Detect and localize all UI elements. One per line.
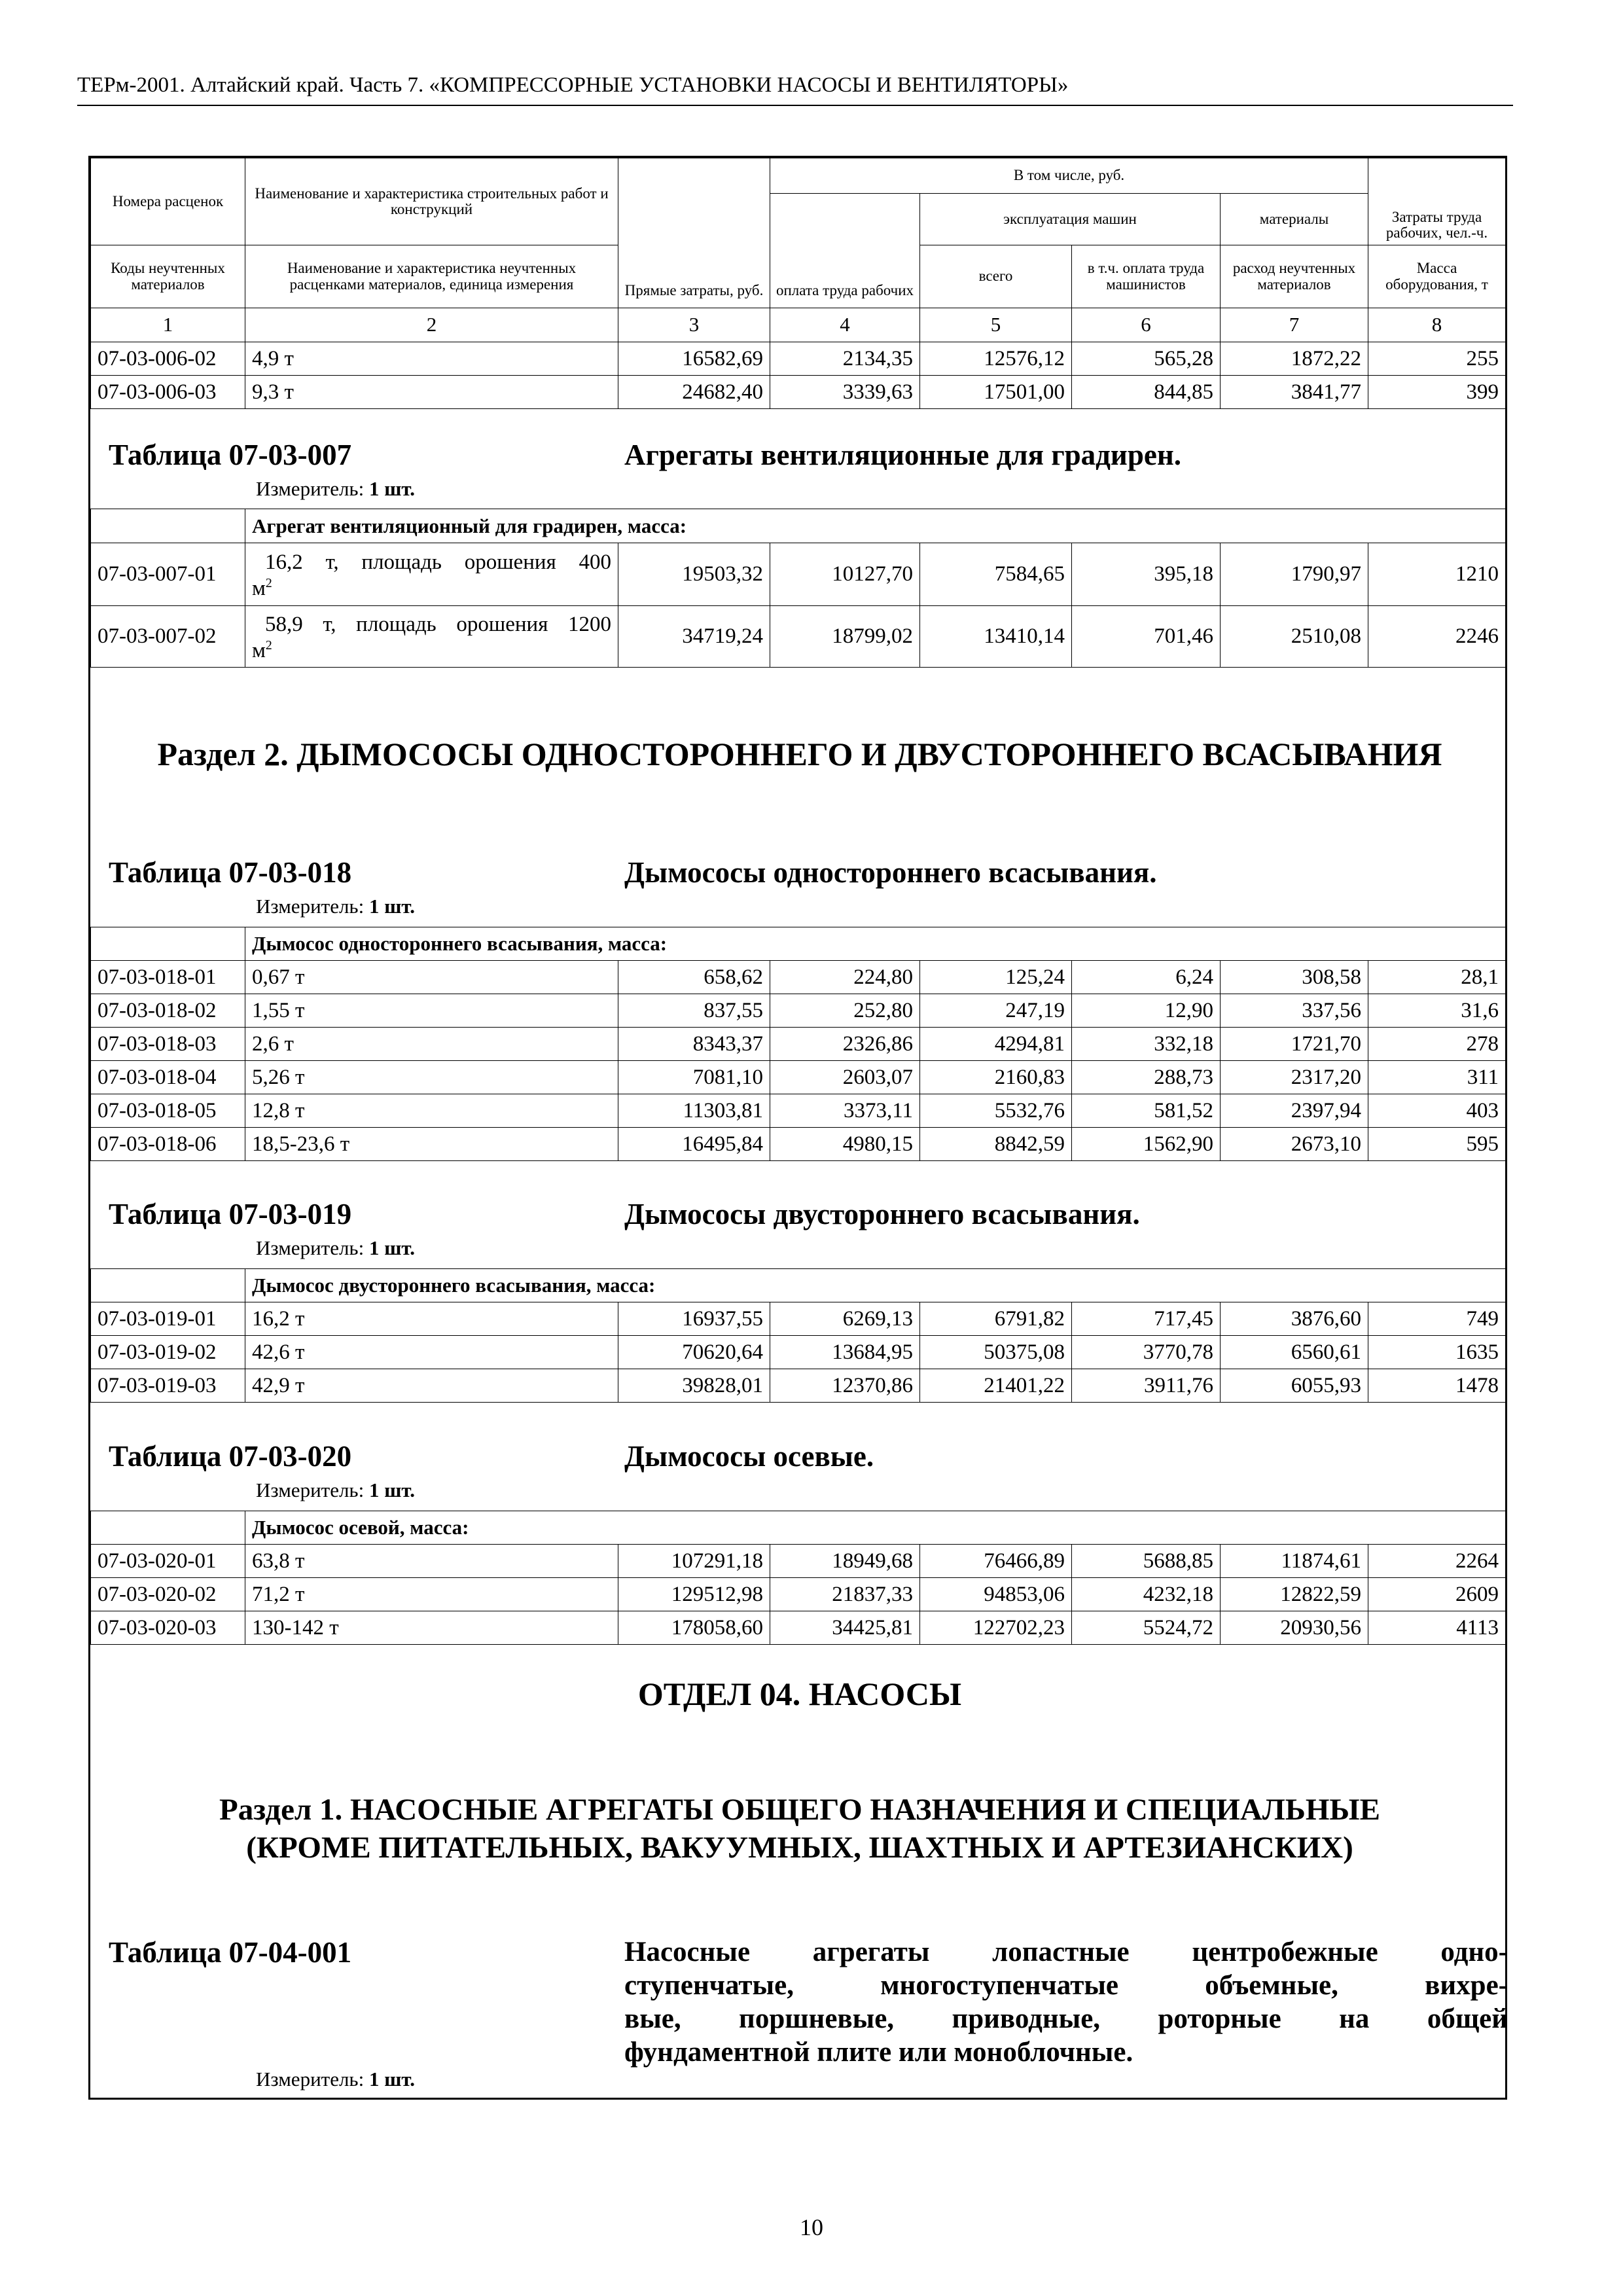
direct-cost: 39828,01 — [618, 1369, 770, 1403]
rate-code: 07-03-007-01 — [91, 543, 245, 606]
column-code-sub-header: Коды неучтенных материалов — [91, 245, 245, 308]
materials-cost: 2317,20 — [1221, 1061, 1368, 1094]
table-row — [91, 994, 1506, 1028]
labor-pay: 21837,33 — [770, 1578, 920, 1611]
rate-code: 07-03-018-02 — [91, 994, 245, 1028]
direct-cost: 837,55 — [618, 994, 770, 1028]
table-label: Таблица 07-03-007 — [109, 439, 352, 471]
direct-cost: 11303,81 — [618, 1094, 770, 1128]
machines-total: 94853,06 — [920, 1578, 1072, 1611]
materials-cost: 20930,56 — [1221, 1611, 1368, 1645]
column-index: 4 — [770, 308, 920, 342]
rates-table-020 — [90, 1511, 1506, 1645]
table-row — [91, 1061, 1506, 1094]
section-heading: Раздел 2. ДЫМОСОСЫ ОДНОСТОРОННЕГО И ДВУСТОРОННЕГО ВСАСЫВАНИЯ — [157, 736, 1442, 772]
labor-hours: 31,6 — [1368, 994, 1506, 1028]
labor-hours: 2246 — [1368, 606, 1506, 668]
group-code-empty — [91, 927, 245, 961]
department-heading: ОТДЕЛ 04. НАСОСЫ — [637, 1676, 962, 1712]
materials-cost: 308,58 — [1221, 961, 1368, 994]
rate-code: 07-03-018-06 — [91, 1128, 245, 1161]
rate-name: 42,6 т — [245, 1336, 618, 1369]
running-header: ТЕРм-2001. Алтайский край. Часть 7. «КОМПРЕССОРНЫЕ УСТАНОВКИ НАСОСЫ И ВЕНТИЛЯТОРЫ» — [77, 73, 1069, 97]
labor-pay: 2326,86 — [770, 1028, 920, 1061]
materials-cost: 11874,61 — [1221, 1545, 1368, 1578]
labor-hours: 1635 — [1368, 1336, 1506, 1369]
labor-pay: 252,80 — [770, 994, 920, 1028]
materials-cost: 2673,10 — [1221, 1128, 1368, 1161]
labor-pay: 3373,11 — [770, 1094, 920, 1128]
operators-pay: 581,52 — [1072, 1094, 1221, 1128]
materials-cost: 1872,22 — [1221, 342, 1368, 376]
table-row — [91, 1128, 1506, 1161]
operators-pay: 5688,85 — [1072, 1545, 1221, 1578]
table-label: Таблица 07-03-018 — [109, 856, 352, 889]
labor-pay: 4980,15 — [770, 1128, 920, 1161]
machines-total: 17501,00 — [920, 376, 1072, 409]
operators-pay: 288,73 — [1072, 1061, 1221, 1094]
table-row — [91, 1369, 1506, 1403]
column-operators-pay-header: в т.ч. оплата труда машинистов — [1072, 245, 1221, 308]
measure-unit: Измеритель: 1 шт. — [256, 2068, 416, 2090]
rate-name: 130-142 т — [245, 1611, 618, 1645]
group-heading: Дымосос одностороннего всасывания, масса: — [245, 927, 1506, 961]
column-index: 8 — [1368, 308, 1506, 342]
operators-pay: 395,18 — [1072, 543, 1221, 606]
group-heading: Агрегат вентиляционный для градирен, масса: — [245, 509, 1506, 543]
rates-table-006 — [90, 342, 1506, 409]
labor-hours: 255 — [1368, 342, 1506, 376]
machines-total: 76466,89 — [920, 1545, 1072, 1578]
column-direct-header: Прямые затраты, руб. — [618, 158, 770, 308]
table-label: Таблица 07-04-001 — [109, 1936, 352, 1969]
rate-name: 58,9 т, площадь орошения 1200 $м^2$ — [245, 606, 618, 668]
rate-name: 16,2 т, площадь орошения 400 $м^2$ — [245, 543, 618, 606]
table-row — [91, 376, 1506, 409]
rates-table-007 — [90, 509, 1506, 668]
column-machines-header: эксплуатация машин — [920, 194, 1221, 245]
operators-pay: 565,28 — [1072, 342, 1221, 376]
machines-total: 7584,65 — [920, 543, 1072, 606]
measure-unit: Измеритель: 1 шт. — [256, 477, 416, 500]
column-index: 1 — [91, 308, 245, 342]
machines-total: 125,24 — [920, 961, 1072, 994]
machines-total: 8842,59 — [920, 1128, 1072, 1161]
direct-cost: 16495,84 — [618, 1128, 770, 1161]
table-title: Дымососы одностороннего всасывания. — [624, 856, 1157, 889]
labor-pay: 6269,13 — [770, 1302, 920, 1336]
direct-cost: 24682,40 — [618, 376, 770, 409]
direct-cost: 19503,32 — [618, 543, 770, 606]
column-name-sub-header: Наименование и характеристика неучтенных расценками материалов, единица измерения — [245, 245, 618, 308]
table-title: Агрегаты вентиляционные для градирен. — [624, 439, 1182, 471]
operators-pay: 844,85 — [1072, 376, 1221, 409]
direct-cost: 658,62 — [618, 961, 770, 994]
rate-name: 2,6 т — [245, 1028, 618, 1061]
rate-code: 07-03-019-03 — [91, 1369, 245, 1403]
table-row — [91, 1336, 1506, 1369]
operators-pay: 717,45 — [1072, 1302, 1221, 1336]
measure-unit: Измеритель: 1 шт. — [256, 895, 416, 918]
rate-name: 42,9 т — [245, 1369, 618, 1403]
group-heading: Дымосос осевой, масса: — [245, 1511, 1506, 1545]
table-title: Дымососы осевые. — [624, 1440, 874, 1473]
column-materials-header: материалы — [1221, 194, 1368, 245]
materials-cost: 2510,08 — [1221, 606, 1368, 668]
labor-hours: 4113 — [1368, 1611, 1506, 1645]
machines-total: 21401,22 — [920, 1369, 1072, 1403]
operators-pay: 3770,78 — [1072, 1336, 1221, 1369]
table-row — [91, 606, 1506, 668]
direct-cost: 107291,18 — [618, 1545, 770, 1578]
machines-total: 5532,76 — [920, 1094, 1072, 1128]
rate-code: 07-03-020-03 — [91, 1611, 245, 1645]
labor-pay: 224,80 — [770, 961, 920, 994]
direct-cost: 178058,60 — [618, 1611, 770, 1645]
labor-hours: 1210 — [1368, 543, 1506, 606]
table-row — [91, 1028, 1506, 1061]
labor-hours: 399 — [1368, 376, 1506, 409]
direct-cost: 34719,24 — [618, 606, 770, 668]
labor-pay: 12370,86 — [770, 1369, 920, 1403]
machines-total: 12576,12 — [920, 342, 1072, 376]
labor-pay: 3339,63 — [770, 376, 920, 409]
column-machines-total-header: всего — [920, 245, 1072, 308]
table-label: Таблица 07-03-020 — [109, 1440, 352, 1473]
rate-name: 16,2 т — [245, 1302, 618, 1336]
rate-code: 07-03-006-03 — [91, 376, 245, 409]
operators-pay: 332,18 — [1072, 1028, 1221, 1061]
column-index: 7 — [1221, 308, 1368, 342]
operators-pay: 12,90 — [1072, 994, 1221, 1028]
operators-pay: 1562,90 — [1072, 1128, 1221, 1161]
page-number: 10 — [800, 2214, 823, 2240]
labor-hours: 2264 — [1368, 1545, 1506, 1578]
machines-total: 50375,08 — [920, 1336, 1072, 1369]
rate-code: 07-03-006-02 — [91, 342, 245, 376]
column-uncounted-materials-header: расход неучтенных материалов — [1221, 245, 1368, 308]
rate-code: 07-03-018-05 — [91, 1094, 245, 1128]
labor-hours: 278 — [1368, 1028, 1506, 1061]
measure-unit: Измеритель: 1 шт. — [256, 1236, 416, 1259]
column-including-header: В том числе, руб. — [770, 158, 1368, 194]
column-header-table — [90, 158, 1506, 342]
rate-name: 0,67 т — [245, 961, 618, 994]
table-row — [91, 1611, 1506, 1645]
section-heading: Раздел 1. НАСОСНЫЕ АГРЕГАТЫ ОБЩЕГО НАЗНАЧЕНИЯ И СПЕЦИАЛЬНЫЕ (КРОМЕ ПИТАТЕЛЬНЫХ, ВАКУУМНЫХ, ШАХТНЫХ И АРТЕЗИАНСКИХ) — [219, 1793, 1380, 1865]
labor-hours: 2609 — [1368, 1578, 1506, 1611]
labor-pay: 10127,70 — [770, 543, 920, 606]
machines-total: 6791,82 — [920, 1302, 1072, 1336]
column-labor-header: оплата труда рабочих — [770, 194, 920, 308]
rate-name: 71,2 т — [245, 1578, 618, 1611]
rate-name: 1,55 т — [245, 994, 618, 1028]
column-code-header: Номера расценок — [91, 158, 245, 245]
labor-hours: 28,1 — [1368, 961, 1506, 994]
rate-name: 5,26 т — [245, 1061, 618, 1094]
rate-name: 63,8 т — [245, 1545, 618, 1578]
materials-cost: 12822,59 — [1221, 1578, 1368, 1611]
column-index: 6 — [1072, 308, 1221, 342]
operators-pay: 3911,76 — [1072, 1369, 1221, 1403]
rate-name: 12,8 т — [245, 1094, 618, 1128]
labor-hours: 749 — [1368, 1302, 1506, 1336]
rate-code: 07-03-007-02 — [91, 606, 245, 668]
labor-pay: 2603,07 — [770, 1061, 920, 1094]
rate-name: 9,3 т — [245, 376, 618, 409]
materials-cost: 6055,93 — [1221, 1369, 1368, 1403]
measure-unit: Измеритель: 1 шт. — [256, 1479, 416, 1501]
direct-cost: 129512,98 — [618, 1578, 770, 1611]
machines-total: 122702,23 — [920, 1611, 1072, 1645]
group-heading: Дымосос двустороннего всасывания, масса: — [245, 1269, 1506, 1302]
rate-name: 4,9 т — [245, 342, 618, 376]
direct-cost: 70620,64 — [618, 1336, 770, 1369]
machines-total: 247,19 — [920, 994, 1072, 1028]
operators-pay: 5524,72 — [1072, 1611, 1221, 1645]
column-labor-hours-header: Затраты труда рабочих, чел.-ч. — [1368, 158, 1506, 245]
table-row — [91, 1545, 1506, 1578]
rate-code: 07-03-020-02 — [91, 1578, 245, 1611]
table-row — [91, 342, 1506, 376]
rate-code: 07-03-020-01 — [91, 1545, 245, 1578]
materials-cost: 337,56 — [1221, 994, 1368, 1028]
materials-cost: 6560,61 — [1221, 1336, 1368, 1369]
header-rule — [77, 105, 1513, 106]
table-title: Дымососы двустороннего всасывания. — [624, 1198, 1140, 1230]
direct-cost: 8343,37 — [618, 1028, 770, 1061]
operators-pay: 701,46 — [1072, 606, 1221, 668]
rate-code: 07-03-018-04 — [91, 1061, 245, 1094]
machines-total: 4294,81 — [920, 1028, 1072, 1061]
table-title: Насосные агрегаты лопастные центробежные одно- ступенчатые, многоступенчатые объемные, вихре- вые, поршневые, приводные, роторные на общей фундаментной плите или моноблочные. — [624, 1937, 1508, 2068]
labor-pay: 13684,95 — [770, 1336, 920, 1369]
labor-hours: 403 — [1368, 1094, 1506, 1128]
rates-table-019 — [90, 1268, 1506, 1403]
rates-table-018 — [90, 927, 1506, 1161]
column-index: 3 — [618, 308, 770, 342]
direct-cost: 16937,55 — [618, 1302, 770, 1336]
rate-code: 07-03-019-01 — [91, 1302, 245, 1336]
column-name-header: Наименование и характеристика строительных работ и конструкций — [245, 158, 618, 245]
group-code-empty — [91, 1269, 245, 1302]
labor-pay: 18799,02 — [770, 606, 920, 668]
materials-cost: 2397,94 — [1221, 1094, 1368, 1128]
group-code-empty — [91, 509, 245, 543]
labor-hours: 1478 — [1368, 1369, 1506, 1403]
group-code-empty — [91, 1511, 245, 1545]
labor-pay: 2134,35 — [770, 342, 920, 376]
operators-pay: 4232,18 — [1072, 1578, 1221, 1611]
rate-name: 18,5-23,6 т — [245, 1128, 618, 1161]
machines-total: 2160,83 — [920, 1061, 1072, 1094]
materials-cost: 3841,77 — [1221, 376, 1368, 409]
machines-total: 13410,14 — [920, 606, 1072, 668]
column-index: 5 — [920, 308, 1072, 342]
table-row — [91, 1094, 1506, 1128]
rate-code: 07-03-018-03 — [91, 1028, 245, 1061]
labor-pay: 34425,81 — [770, 1611, 920, 1645]
labor-hours: 595 — [1368, 1128, 1506, 1161]
column-index: 2 — [245, 308, 618, 342]
column-equipment-mass-header: Масса оборудования, т — [1368, 245, 1506, 308]
rates-frame — [88, 156, 1507, 2100]
table-row — [91, 961, 1506, 994]
labor-hours: 311 — [1368, 1061, 1506, 1094]
direct-cost: 7081,10 — [618, 1061, 770, 1094]
operators-pay: 6,24 — [1072, 961, 1221, 994]
labor-pay: 18949,68 — [770, 1545, 920, 1578]
table-label: Таблица 07-03-019 — [109, 1198, 352, 1230]
materials-cost: 3876,60 — [1221, 1302, 1368, 1336]
materials-cost: 1790,97 — [1221, 543, 1368, 606]
table-row — [91, 1302, 1506, 1336]
materials-cost: 1721,70 — [1221, 1028, 1368, 1061]
table-row — [91, 1578, 1506, 1611]
rate-code: 07-03-019-02 — [91, 1336, 245, 1369]
table-row — [91, 543, 1506, 606]
rate-code: 07-03-018-01 — [91, 961, 245, 994]
direct-cost: 16582,69 — [618, 342, 770, 376]
